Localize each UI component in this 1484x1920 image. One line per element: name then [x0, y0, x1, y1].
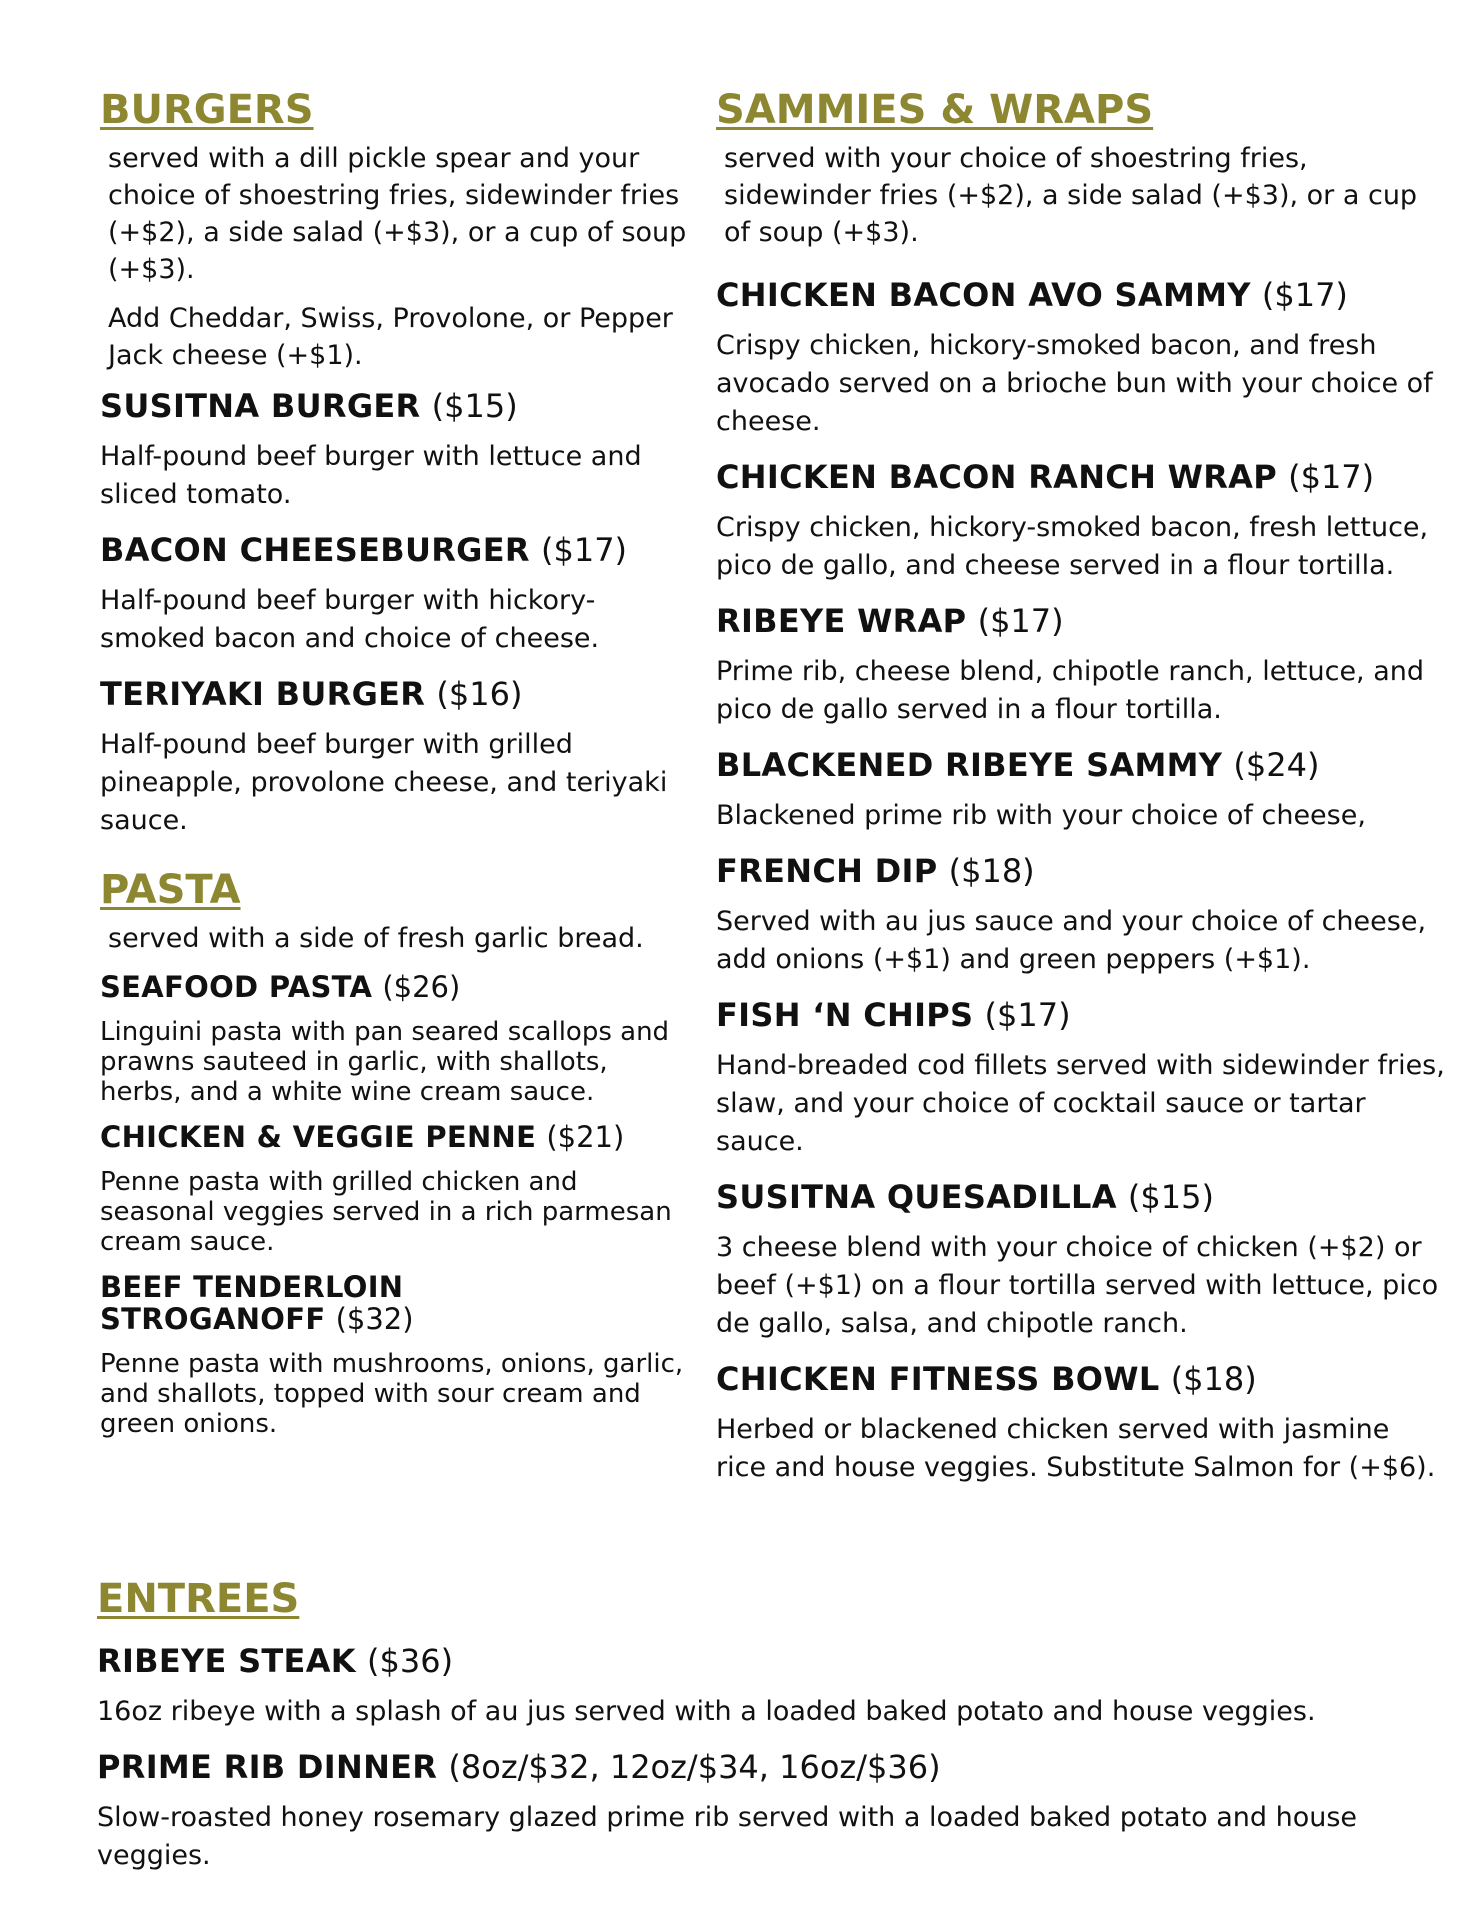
item-name: CHICKEN BACON RANCH WRAP — [716, 458, 1277, 496]
item-price: ($17) — [1261, 276, 1348, 314]
item-price: ($17) — [1288, 458, 1375, 496]
sammies-item — [716, 745, 1446, 835]
burgers-item — [100, 530, 690, 658]
left-column — [100, 86, 690, 1453]
item-name: TERIYAKI BURGER — [100, 675, 426, 713]
item-price: ($36) — [367, 1642, 454, 1680]
item-name: SUSITNA QUESADILLA — [716, 1178, 1117, 1216]
entrees-heading: ENTREES — [97, 1576, 300, 1622]
item-description: Prime rib, cheese blend, chipotle ranch, lettuce, and pico de gallo served in a flour tortilla. — [716, 656, 1425, 725]
item-price: ($18) — [948, 852, 1035, 890]
item-description: Slow-roasted honey rosemary glazed prime rib served with a loaded baked potato and house veggies. — [97, 1802, 1358, 1871]
item-name-line — [100, 1121, 690, 1153]
item-name: FRENCH DIP — [716, 852, 938, 890]
item-name-line — [100, 530, 690, 570]
right-column — [716, 86, 1446, 1503]
pasta-item — [100, 971, 690, 1107]
item-name: SUSITNA BURGER — [100, 387, 421, 425]
item-name-line — [716, 995, 1446, 1035]
item-description: Served with au jus sauce and your choice of cheese, add onions (+$1) and green peppers (+$1). — [716, 906, 1427, 975]
sammies-item — [716, 851, 1446, 979]
item-price: ($26) — [382, 970, 461, 1004]
item-description: Crispy chicken, hickory-smoked bacon, and fresh avocado served on a brioche bun with your choice of cheese. — [716, 330, 1433, 437]
item-description: Herbed or blackened chicken served with jasmine rice and house veggies. Substitute Salmon for (+$6). — [716, 1414, 1436, 1483]
item-name-line — [100, 971, 690, 1003]
item-name-line — [97, 1747, 1437, 1787]
item-description: Penne pasta with grilled chicken and seasonal veggies served in a rich parmesan cream sauce. — [100, 1167, 672, 1257]
item-name-line — [716, 601, 1446, 641]
item-name: CHICKEN FITNESS BOWL — [716, 1360, 1160, 1398]
item-name-line — [716, 1359, 1446, 1399]
item-price: ($24) — [1233, 746, 1320, 784]
burgers-item — [100, 386, 690, 514]
item-name: RIBEYE STEAK — [97, 1642, 356, 1680]
item-name: FISH ‘N CHIPS — [716, 996, 974, 1034]
item-description: Blackened prime rib with your choice of cheese, — [716, 800, 1366, 831]
item-name-line — [100, 674, 690, 714]
pasta-section — [100, 866, 690, 1439]
burgers-sides-note: served with a dill pickle spear and your choice of shoestring fries, sidewinder fries (+$2), a side salad (+$3), or a cup of soup (+$3). — [108, 143, 687, 285]
sammies-item — [716, 601, 1446, 729]
item-price: ($21) — [546, 1120, 625, 1154]
item-name-line — [97, 1641, 1437, 1681]
item-price: ($15) — [431, 387, 518, 425]
item-name-line — [716, 851, 1446, 891]
sammies-heading: SAMMIES & WRAPS — [716, 87, 1154, 133]
entrees-section — [97, 1575, 1437, 1891]
item-description: Half-pound beef burger with hickory-smoked bacon and choice of cheese. — [100, 585, 600, 654]
burgers-cheese-note: Add Cheddar, Swiss, Provolone, or Pepper Jack cheese (+$1). — [108, 303, 673, 371]
item-description: Penne pasta with mushrooms, onions, garlic, and shallots, topped with sour cream and green onions. — [100, 1349, 684, 1439]
item-name-line — [716, 275, 1446, 315]
item-name: BLACKENED RIBEYE SAMMY — [716, 746, 1223, 784]
item-description: Hand-breaded cod fillets served with sidewinder fries, slaw, and your choice of cocktail sauce or tartar sauce. — [716, 1050, 1445, 1157]
pasta-item — [100, 1121, 690, 1257]
entrees-item — [97, 1641, 1437, 1731]
item-name: BEEF TENDERLOIN STROGANOFF — [100, 1270, 404, 1336]
item-price: ($15) — [1127, 1178, 1214, 1216]
pasta-item — [100, 1271, 690, 1439]
sammies-item — [716, 995, 1446, 1161]
item-name: PRIME RIB DINNER — [97, 1748, 438, 1786]
item-name: SEAFOOD PASTA — [100, 970, 373, 1004]
pasta-heading: PASTA — [100, 867, 241, 913]
item-name: CHICKEN & VEGGIE PENNE — [100, 1120, 537, 1154]
item-description: Half-pound beef burger with grilled pineapple, provolone cheese, and teriyaki sauce. — [100, 729, 668, 836]
sammies-intro: served with your choice of shoestring fries, sidewinder fries (+$2), a side salad (+$3), or a cup of soup (+$3). — [724, 143, 1418, 248]
burgers-intro — [108, 140, 690, 374]
item-description: Linguini pasta with pan seared scallops and prawns sauteed in garlic, with shallots, herbs, and a white wine cream sauce. — [100, 1017, 670, 1107]
sammies-item — [716, 1359, 1446, 1487]
item-price: ($17) — [540, 531, 628, 569]
item-description: 16oz ribeye with a splash of au jus served with a loaded baked potato and house veggies. — [97, 1696, 1316, 1727]
item-price: ($32) — [335, 1302, 414, 1336]
item-price: ($17) — [977, 602, 1064, 640]
item-price: ($16) — [436, 675, 523, 713]
item-price: (8oz/$32, 12oz/$34, 16oz/$36) — [448, 1748, 941, 1786]
sammies-item — [716, 275, 1446, 441]
item-name-line — [716, 1177, 1446, 1217]
item-price: ($18) — [1170, 1360, 1257, 1398]
entrees-item — [97, 1747, 1437, 1875]
item-name: BACON CHEESEBURGER — [100, 531, 530, 569]
item-name-line — [716, 457, 1446, 497]
item-description: 3 cheese blend with your choice of chicken (+$2) or beef (+$1) on a flour tortilla served with lettuce, pico de gallo, salsa, and chipotle ranch. — [716, 1232, 1439, 1339]
burgers-heading: BURGERS — [100, 87, 314, 133]
item-description: Crispy chicken, hickory-smoked bacon, fresh lettuce, pico de gallo, and cheese served in a flour tortilla. — [716, 512, 1429, 581]
item-name-line — [100, 1271, 460, 1335]
item-description: Half-pound beef burger with lettuce and sliced tomato. — [100, 441, 642, 510]
pasta-intro: served with a side of fresh garlic bread. — [108, 923, 644, 954]
burgers-item — [100, 674, 690, 840]
item-name: CHICKEN BACON AVO SAMMY — [716, 276, 1251, 314]
item-name-line — [716, 745, 1446, 785]
item-price: ($17) — [984, 996, 1071, 1034]
item-name: RIBEYE WRAP — [716, 602, 967, 640]
item-name-line — [100, 386, 690, 426]
sammies-item — [716, 1177, 1446, 1343]
sammies-item — [716, 457, 1446, 585]
